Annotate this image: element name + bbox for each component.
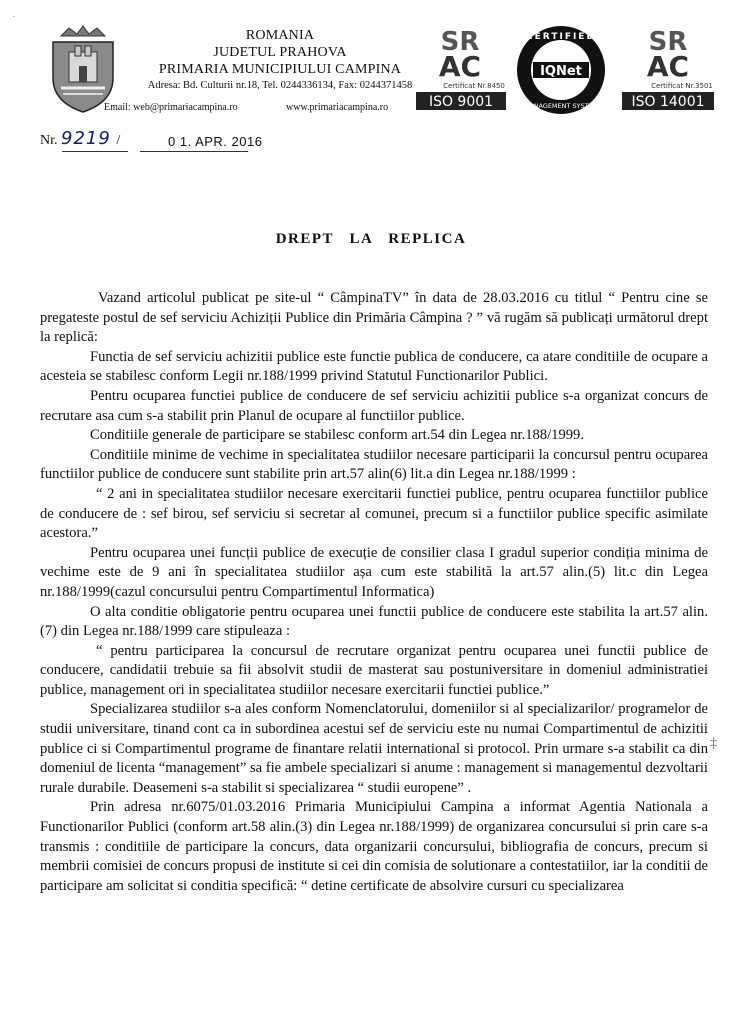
paragraph-quote-masters: “ pentru participarea la concursul de recrutare organizat pentru ocuparea unei functii publice de conducere, candidatii trebuie sa fii absolvit studii de masterat sau postuniversitare in domeniul administratiei publice, management ori in specialitatea studiilor necesare exercitarii functiei publice.” bbox=[40, 642, 708, 698]
header-institution: PRIMARIA MUNICIPIULUI CAMPINA bbox=[158, 62, 402, 77]
iqnet-certified-logo-icon bbox=[515, 24, 607, 116]
registration-handwritten-number: 9219 bbox=[61, 128, 111, 149]
paragraph-execution-function: Pentru ocuparea unei funcții publice de execuție de consilier clasa I gradul superior condiția minima de vechime este de 9 ani în specialitatea studiilor așa cum este stabilită la art.57 alin.(5) lit.c din Legea nr.188/1999(cazul concursului pentru Compartimentul Informatica) bbox=[40, 544, 708, 600]
header-county: JUDETUL PRAHOVA bbox=[213, 45, 347, 60]
header-website: www.primariacampina.ro bbox=[286, 102, 389, 113]
paragraph-mandatory-condition bbox=[40, 603, 708, 642]
cert1-main: AC bbox=[438, 50, 482, 83]
registration-date: 0 1. APR. 2016 bbox=[168, 134, 263, 149]
date-underline bbox=[140, 151, 248, 152]
paragraph-seniority: Conditiile minime de vechime in specialitatea studiilor necesare participarii la concursul pentru ocuparea functiilor publice de conducere sunt stabilite prin art.57 alin(6) lit.a din Legea nr.188/1999 : bbox=[40, 446, 708, 483]
paragraph-intro: Vazand articolul publicat pe site-ul “ CâmpinaTV” în data de 28.03.2016 cu titlul “ Pentru cine se pregateste postul de sef serviciu Achiziții Publice din Primăria Câmpina ? ” vă rugăm să publicați următorul drept la replică: bbox=[40, 290, 708, 346]
cert2-main: IQNet bbox=[540, 64, 582, 79]
paragraph-general-conditions: Conditiile generale de participare se stabilesc conform art.54 din Legea nr.188/1999. bbox=[90, 427, 584, 444]
srac-iso9001-logo-icon bbox=[410, 24, 510, 114]
header-email: Email: web@primariacampina.ro bbox=[104, 102, 238, 113]
cert3-top: SR bbox=[648, 27, 688, 57]
document-title: DREPT LA REPLICA bbox=[275, 231, 467, 247]
paragraph-specialization: Specializarea studiilor s-a ales conform Nomenclatorului, domeniilor si al specializarilor/ programelor de studii universitare, tinand cont ca in subordinea acestui sef de serviciu este nu numai Compartimentul de achizitii publice ci si Compartimentul programe de finantare relatii international si protocol. Prin urmare s-a stabilit ca din domeniul de licenta “management” sa fie ambele specializari si anume : management si managementul dezvoltarii rurale durabile. Deasemeni s-a stabilit si specializarea “ studii europene” . bbox=[40, 701, 708, 796]
registration-slash: / bbox=[116, 133, 121, 148]
paragraph-function: Functia de sef serviciu achizitii publice este functie publica de conducere, ca atare conditiile de ocupare a acesteia se stabilesc conform Legii nr.188/1999 privind Statutul Functionarilor Publici. bbox=[40, 348, 708, 385]
cert2-bottom: MANAGEMENT SYSTEM bbox=[523, 102, 599, 110]
registration-number bbox=[40, 128, 120, 149]
institution-header bbox=[100, 27, 460, 93]
registration-prefix: Nr. bbox=[40, 133, 58, 148]
paragraph-address-anfp: Prin adresa nr.6075/01.03.2016 Primaria Municipiului Campina a informat Agentia Nationala a Functionarilor Publici (conform art.58 alin.(3) din Legea nr.188/1999) de organizarea concursului si prin care s-a transmis : conditiile de participare la concurs, data organizarii concursului, bibliografia de concurs, precum si membrii comisiei de concurs propusi de institute si cei din comisia de solutionare a contestatiilor, iar la conditii de participare am solicitat si conditia specifică: “ detine certificate de absolvire cursuri cu specializarea bbox=[40, 799, 708, 894]
cert2-ring: CERTIFIED bbox=[526, 32, 596, 42]
cert1-top: SR bbox=[440, 27, 480, 57]
cert3-main: AC bbox=[646, 50, 690, 83]
document-body bbox=[40, 289, 708, 896]
paragraph-quote-seniority: “ 2 ani in specialitatea studiilor necesare exercitarii functiei publice, pentru ocuparea functiilor publice de conducere de : sef birou, sef serviciu si secretar al comunei, precum si a functiilor publice specific asimilate acestora.” bbox=[40, 485, 708, 542]
header-country: ROMANIA bbox=[245, 28, 315, 43]
cert3-iso: ISO 14001 bbox=[631, 94, 705, 110]
registration-underline bbox=[62, 151, 128, 152]
srac-iso14001-logo-icon bbox=[618, 24, 718, 114]
cert3-number: Certificat Nr.3501 bbox=[651, 82, 713, 90]
mandatory-condition-start: O alta conditie obligatorie bbox=[90, 603, 250, 620]
scan-speck-icon: · bbox=[12, 12, 16, 23]
mandatory-condition-rest: pentru ocuparea unei functii publice de conducere este stabilita la art.57 alin. (7) din Legea nr.188/1999 care stipuleaza : bbox=[40, 603, 708, 640]
header-address: Adresa: Bd. Culturii nr.18, Tel. 0244336134, Fax: 0244371458 bbox=[147, 80, 413, 91]
paragraph-competition: Pentru ocuparea functiei publice de conducere de sef serviciu achizitii publice s-a organizat concurs de recrutare asa cum s-a stabilit prin Planul de ocupare al functiilor publice. bbox=[40, 387, 708, 424]
scan-mark-icon: ‡ bbox=[710, 736, 717, 751]
cert1-iso: ISO 9001 bbox=[428, 94, 494, 110]
cert1-number: Certificat Nr.8450 bbox=[443, 82, 505, 90]
